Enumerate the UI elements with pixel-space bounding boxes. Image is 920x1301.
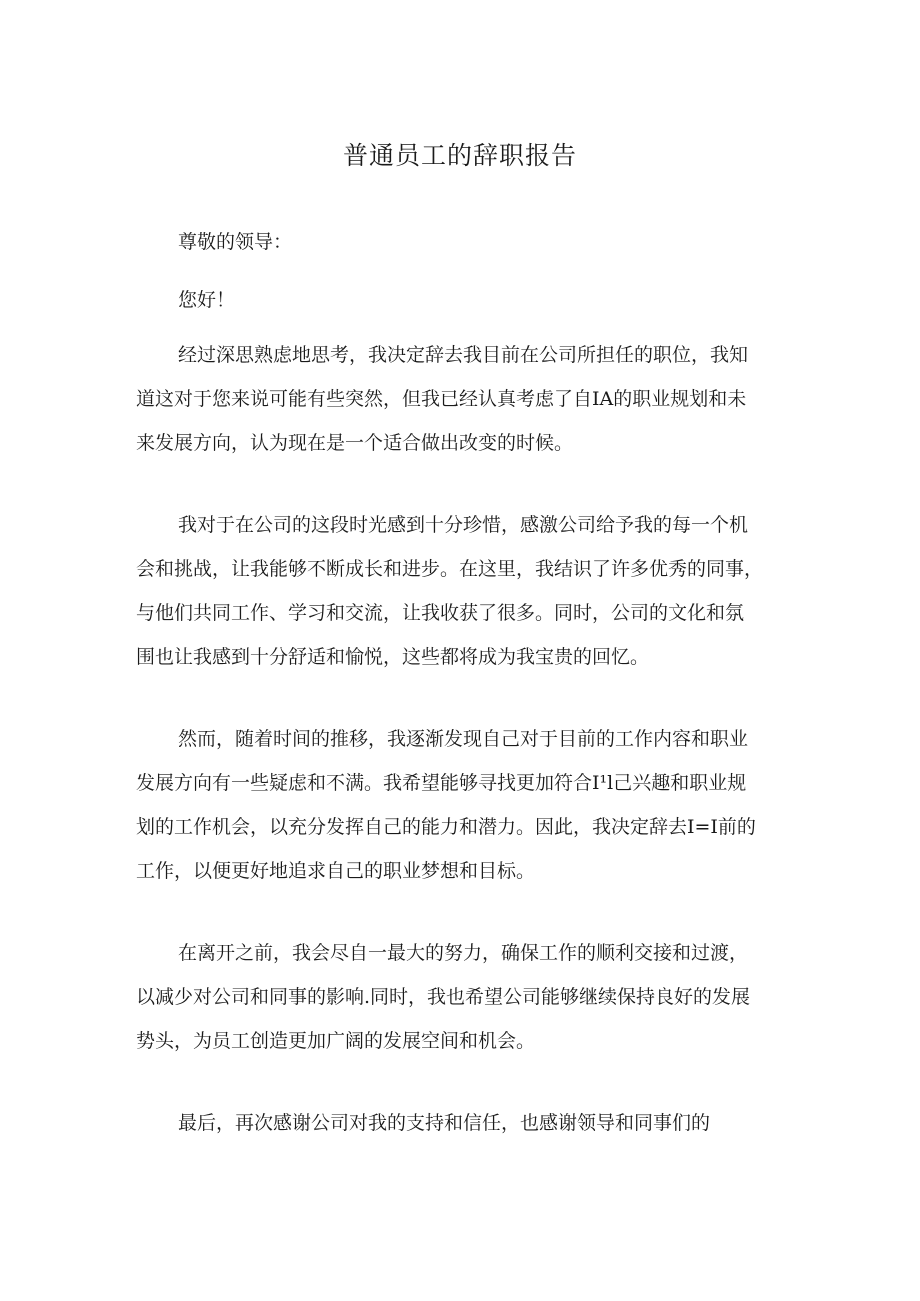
- paragraph-line: 工作，以便更好地追求自己的职业梦想和目标。: [136, 860, 536, 882]
- paragraph-decision: [136, 333, 796, 465]
- paragraph-line: 在离开之前，我会尽自一最大的努力，确保工作的顺利交接和过渡，: [178, 942, 749, 964]
- paragraph-line: 以减少对公司和同事的影响.同时，我也希望公司能够继续保持良好的发展: [136, 986, 751, 1008]
- paragraph-gratitude: [136, 503, 796, 679]
- paragraph-handover: [136, 931, 796, 1063]
- paragraph-line: 势头，为员工创造更加广阔的发展空间和机会。: [136, 1030, 536, 1052]
- paragraph-line: 经过深思熟虑地思考，我决定辞去我目前在公司所担任的职位，我知: [178, 344, 749, 366]
- greeting: 您好！: [178, 289, 236, 311]
- paragraph-line: 发展方向有一些疑虑和不满。我希望能够寻找更加符合I¹l己兴趣和职业规: [136, 772, 747, 794]
- paragraph-closing: [136, 1101, 796, 1145]
- paragraph-line: 与他们共同工作、学习和交流，让我收获了很多。同时，公司的文化和氛: [136, 602, 745, 624]
- paragraph-line: 划的工作机会，以充分发挥自己的能力和潜力。因此，我决定辞去I=I前的: [136, 816, 756, 838]
- document-title: 普通员工的辞职报告: [342, 141, 577, 170]
- paragraph-line: 来发展方向，认为现在是一个适合做出改变的时候。: [136, 432, 574, 454]
- paragraph-line: 道这对于您来说可能有些突然，但我已经认真考虑了自IA的职业规划和未: [136, 388, 747, 410]
- paragraph-line: 围也让我感到十分舒适和愉悦，这些都将成为我宝贵的回忆。: [136, 646, 650, 668]
- paragraph-reason: [136, 717, 796, 893]
- salutation: 尊敬的领导：: [178, 231, 293, 253]
- paragraph-line: 会和挑战，让我能够不断成长和进步。在这里，我结识了许多优秀的同事，: [136, 558, 764, 580]
- paragraph-line: 我对于在公司的这段时光感到十分珍惜，感激公司给予我的每一个机: [178, 514, 749, 536]
- paragraph-line: 最后，再次感谢公司对我的支持和信任，也感谢领导和同事们的: [178, 1112, 711, 1134]
- paragraph-line: 然而，随着时间的推移，我逐渐发现自己对于目前的工作内容和职业: [178, 728, 749, 750]
